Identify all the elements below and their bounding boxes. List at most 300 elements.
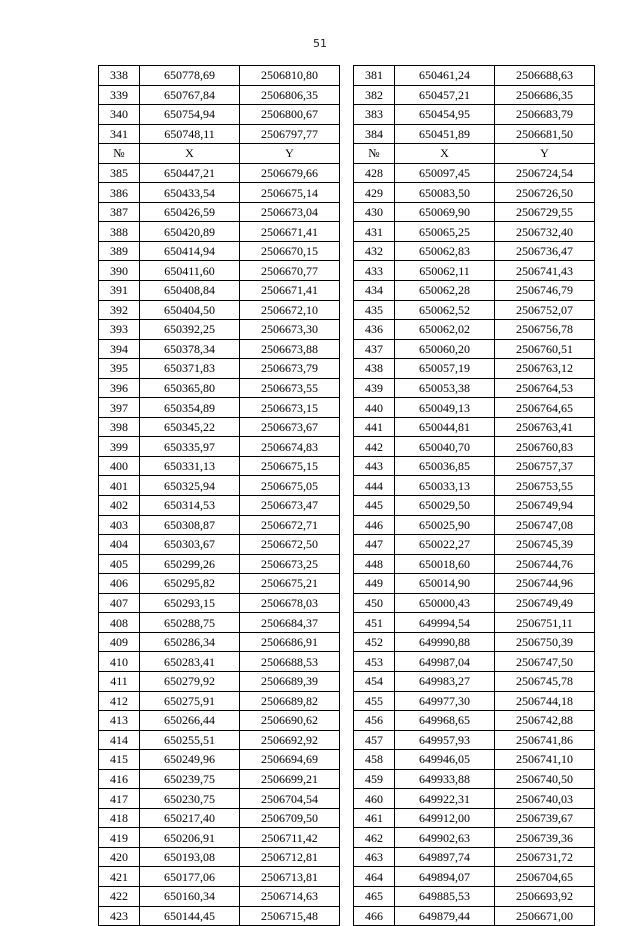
point-number-cell: 442 — [354, 437, 395, 457]
point-number-cell: 429 — [354, 183, 395, 203]
table-row — [99, 222, 595, 242]
y-coordinate-cell: 2506673,04 — [240, 202, 340, 222]
y-coordinate-cell: 2506675,21 — [240, 574, 340, 594]
y-coordinate-cell: 2506712,81 — [240, 847, 340, 867]
y-coordinate-cell: 2506742,88 — [495, 711, 595, 731]
table-row — [99, 476, 595, 496]
y-coordinate-cell: 2506749,94 — [495, 496, 595, 516]
table-row — [99, 593, 595, 613]
point-number-cell: 396 — [99, 378, 140, 398]
x-coordinate-cell: 650160,34 — [140, 886, 240, 906]
point-number-cell: 414 — [99, 730, 140, 750]
y-coordinate-cell: 2506729,55 — [495, 202, 595, 222]
y-coordinate-cell: 2506689,39 — [240, 671, 340, 691]
y-coordinate-cell: 2506673,88 — [240, 339, 340, 359]
y-coordinate-cell: 2506739,36 — [495, 828, 595, 848]
x-coordinate-cell: 650255,51 — [140, 730, 240, 750]
x-coordinate-cell: 650049,13 — [395, 398, 495, 418]
y-coordinate-cell: 2506736,47 — [495, 241, 595, 261]
table-row — [99, 417, 595, 437]
table-row — [99, 437, 595, 457]
x-coordinate-cell: 650426,59 — [140, 202, 240, 222]
point-number-cell: 456 — [354, 711, 395, 731]
point-number-cell: 423 — [99, 906, 140, 926]
header-x-coordinate-cell: X — [395, 144, 495, 164]
x-coordinate-cell: 649902,63 — [395, 828, 495, 848]
x-coordinate-cell: 650408,84 — [140, 281, 240, 301]
y-coordinate-cell: 2506760,83 — [495, 437, 595, 457]
y-coordinate-cell: 2506763,41 — [495, 417, 595, 437]
point-number-cell: 457 — [354, 730, 395, 750]
y-coordinate-cell: 2506806,35 — [240, 85, 340, 105]
x-coordinate-cell: 649987,04 — [395, 652, 495, 672]
table-row — [99, 378, 595, 398]
x-coordinate-cell: 650097,45 — [395, 163, 495, 183]
x-coordinate-cell: 649946,05 — [395, 750, 495, 770]
y-coordinate-cell: 2506749,49 — [495, 593, 595, 613]
x-coordinate-cell: 650461,24 — [395, 66, 495, 86]
y-coordinate-cell: 2506694,69 — [240, 750, 340, 770]
table-row — [99, 535, 595, 555]
point-number-cell: 421 — [99, 867, 140, 887]
point-number-cell: 382 — [354, 85, 395, 105]
y-coordinate-cell: 2506763,12 — [495, 359, 595, 379]
header-row — [99, 144, 595, 164]
point-number-cell: 466 — [354, 906, 395, 926]
point-number-cell: 391 — [99, 281, 140, 301]
point-number-cell: 388 — [99, 222, 140, 242]
point-number-cell: 381 — [354, 66, 395, 86]
x-coordinate-cell: 650062,11 — [395, 261, 495, 281]
column-gap — [340, 281, 354, 301]
x-coordinate-cell: 650767,84 — [140, 85, 240, 105]
x-coordinate-cell: 650308,87 — [140, 515, 240, 535]
x-coordinate-cell: 650420,89 — [140, 222, 240, 242]
x-coordinate-cell: 650065,25 — [395, 222, 495, 242]
point-number-cell: 451 — [354, 613, 395, 633]
x-coordinate-cell: 650144,45 — [140, 906, 240, 926]
column-gap — [340, 476, 354, 496]
y-coordinate-cell: 2506711,42 — [240, 828, 340, 848]
y-coordinate-cell: 2506671,41 — [240, 222, 340, 242]
table-row — [99, 456, 595, 476]
point-number-cell: 444 — [354, 476, 395, 496]
point-number-cell: 384 — [354, 124, 395, 144]
column-gap — [340, 144, 354, 164]
column-gap — [340, 66, 354, 86]
column-gap — [340, 711, 354, 731]
x-coordinate-cell: 649977,30 — [395, 691, 495, 711]
x-coordinate-cell: 650206,91 — [140, 828, 240, 848]
point-number-cell: 422 — [99, 886, 140, 906]
y-coordinate-cell: 2506686,91 — [240, 632, 340, 652]
x-coordinate-cell: 650288,75 — [140, 613, 240, 633]
column-gap — [340, 496, 354, 516]
column-gap — [340, 691, 354, 711]
point-number-cell: 407 — [99, 593, 140, 613]
x-coordinate-cell: 650748,11 — [140, 124, 240, 144]
y-coordinate-cell: 2506709,50 — [240, 808, 340, 828]
x-coordinate-cell: 650266,44 — [140, 711, 240, 731]
column-gap — [340, 222, 354, 242]
y-coordinate-cell: 2506673,67 — [240, 417, 340, 437]
x-coordinate-cell: 650457,21 — [395, 85, 495, 105]
column-gap — [340, 378, 354, 398]
point-number-cell: 418 — [99, 808, 140, 828]
point-number-cell: 434 — [354, 281, 395, 301]
y-coordinate-cell: 2506673,25 — [240, 554, 340, 574]
point-number-cell: 387 — [99, 202, 140, 222]
point-number-cell: 462 — [354, 828, 395, 848]
x-coordinate-cell: 650217,40 — [140, 808, 240, 828]
point-number-cell: 440 — [354, 398, 395, 418]
y-coordinate-cell: 2506693,92 — [495, 886, 595, 906]
point-number-cell: 390 — [99, 261, 140, 281]
y-coordinate-cell: 2506797,77 — [240, 124, 340, 144]
table-row — [99, 906, 595, 926]
x-coordinate-cell: 650754,94 — [140, 105, 240, 125]
table-row — [99, 691, 595, 711]
x-coordinate-cell: 650433,54 — [140, 183, 240, 203]
column-gap — [340, 417, 354, 437]
point-number-cell: 445 — [354, 496, 395, 516]
point-number-cell: 404 — [99, 535, 140, 555]
column-gap — [340, 652, 354, 672]
y-coordinate-cell: 2506673,47 — [240, 496, 340, 516]
point-number-cell: 461 — [354, 808, 395, 828]
y-coordinate-cell: 2506675,05 — [240, 476, 340, 496]
point-number-cell: 402 — [99, 496, 140, 516]
y-coordinate-cell: 2506672,50 — [240, 535, 340, 555]
point-number-cell: 454 — [354, 671, 395, 691]
x-coordinate-cell: 649957,93 — [395, 730, 495, 750]
x-coordinate-cell: 650177,06 — [140, 867, 240, 887]
y-coordinate-cell: 2506741,43 — [495, 261, 595, 281]
y-coordinate-cell: 2506744,96 — [495, 574, 595, 594]
table-row — [99, 359, 595, 379]
y-coordinate-cell: 2506714,63 — [240, 886, 340, 906]
y-coordinate-cell: 2506800,67 — [240, 105, 340, 125]
y-coordinate-cell: 2506686,35 — [495, 85, 595, 105]
point-number-cell: 401 — [99, 476, 140, 496]
x-coordinate-cell: 650033,13 — [395, 476, 495, 496]
x-coordinate-cell: 650293,15 — [140, 593, 240, 613]
y-coordinate-cell: 2506673,55 — [240, 378, 340, 398]
point-number-cell: 383 — [354, 105, 395, 125]
x-coordinate-cell: 649922,31 — [395, 789, 495, 809]
x-coordinate-cell: 650249,96 — [140, 750, 240, 770]
table-row — [99, 85, 595, 105]
point-number-cell: 438 — [354, 359, 395, 379]
point-number-cell: 411 — [99, 671, 140, 691]
y-coordinate-cell: 2506688,53 — [240, 652, 340, 672]
point-number-cell: 405 — [99, 554, 140, 574]
table-row — [99, 847, 595, 867]
point-number-cell: 460 — [354, 789, 395, 809]
y-coordinate-cell: 2506681,50 — [495, 124, 595, 144]
y-coordinate-cell: 2506741,10 — [495, 750, 595, 770]
y-coordinate-cell: 2506675,15 — [240, 456, 340, 476]
point-number-cell: 437 — [354, 339, 395, 359]
table-row — [99, 261, 595, 281]
point-number-cell: 441 — [354, 417, 395, 437]
x-coordinate-cell: 649879,44 — [395, 906, 495, 926]
table-row — [99, 632, 595, 652]
table-row — [99, 515, 595, 535]
table-row — [99, 66, 595, 86]
x-coordinate-cell: 649983,27 — [395, 671, 495, 691]
column-gap — [340, 554, 354, 574]
y-coordinate-cell: 2506671,41 — [240, 281, 340, 301]
y-coordinate-cell: 2506713,81 — [240, 867, 340, 887]
x-coordinate-cell: 650365,80 — [140, 378, 240, 398]
point-number-cell: 458 — [354, 750, 395, 770]
y-coordinate-cell: 2506750,39 — [495, 632, 595, 652]
y-coordinate-cell: 2506753,55 — [495, 476, 595, 496]
y-coordinate-cell: 2506731,72 — [495, 847, 595, 867]
y-coordinate-cell: 2506689,82 — [240, 691, 340, 711]
point-number-cell: 389 — [99, 241, 140, 261]
x-coordinate-cell: 650029,50 — [395, 496, 495, 516]
column-gap — [340, 183, 354, 203]
y-coordinate-cell: 2506756,78 — [495, 320, 595, 340]
column-gap — [340, 906, 354, 926]
point-number-cell: 431 — [354, 222, 395, 242]
y-coordinate-cell: 2506747,50 — [495, 652, 595, 672]
x-coordinate-cell: 649885,53 — [395, 886, 495, 906]
header-x-coordinate-cell: X — [140, 144, 240, 164]
column-gap — [340, 320, 354, 340]
y-coordinate-cell: 2506704,65 — [495, 867, 595, 887]
table-row — [99, 867, 595, 887]
table-row — [99, 496, 595, 516]
x-coordinate-cell: 650014,90 — [395, 574, 495, 594]
column-gap — [340, 574, 354, 594]
y-coordinate-cell: 2506692,92 — [240, 730, 340, 750]
column-gap — [340, 671, 354, 691]
y-coordinate-cell: 2506726,50 — [495, 183, 595, 203]
x-coordinate-cell: 650018,60 — [395, 554, 495, 574]
x-coordinate-cell: 650303,67 — [140, 535, 240, 555]
y-coordinate-cell: 2506760,51 — [495, 339, 595, 359]
column-gap — [340, 105, 354, 125]
x-coordinate-cell: 650378,34 — [140, 339, 240, 359]
x-coordinate-cell: 649894,07 — [395, 867, 495, 887]
x-coordinate-cell: 650295,82 — [140, 574, 240, 594]
y-coordinate-cell: 2506744,18 — [495, 691, 595, 711]
point-number-cell: 439 — [354, 378, 395, 398]
y-coordinate-cell: 2506683,79 — [495, 105, 595, 125]
y-coordinate-cell: 2506673,30 — [240, 320, 340, 340]
y-coordinate-cell: 2506757,37 — [495, 456, 595, 476]
table-row — [99, 241, 595, 261]
point-number-cell: 446 — [354, 515, 395, 535]
point-number-cell: 386 — [99, 183, 140, 203]
table-row — [99, 828, 595, 848]
table-row — [99, 398, 595, 418]
x-coordinate-cell: 650062,83 — [395, 241, 495, 261]
point-number-cell: 338 — [99, 66, 140, 86]
point-number-cell: 410 — [99, 652, 140, 672]
point-number-cell: 416 — [99, 769, 140, 789]
point-number-cell: 398 — [99, 417, 140, 437]
y-coordinate-cell: 2506739,67 — [495, 808, 595, 828]
y-coordinate-cell: 2506732,40 — [495, 222, 595, 242]
point-number-cell: 452 — [354, 632, 395, 652]
y-coordinate-cell: 2506688,63 — [495, 66, 595, 86]
y-coordinate-cell: 2506673,15 — [240, 398, 340, 418]
x-coordinate-cell: 650454,95 — [395, 105, 495, 125]
x-coordinate-cell: 649968,65 — [395, 711, 495, 731]
y-coordinate-cell: 2506684,37 — [240, 613, 340, 633]
column-gap — [340, 85, 354, 105]
table-row — [99, 163, 595, 183]
point-number-cell: 393 — [99, 320, 140, 340]
table-row — [99, 320, 595, 340]
y-coordinate-cell: 2506672,71 — [240, 515, 340, 535]
point-number-cell: 408 — [99, 613, 140, 633]
y-coordinate-cell: 2506810,80 — [240, 66, 340, 86]
y-coordinate-cell: 2506746,79 — [495, 281, 595, 301]
y-coordinate-cell: 2506671,00 — [495, 906, 595, 926]
y-coordinate-cell: 2506724,54 — [495, 163, 595, 183]
x-coordinate-cell: 650778,69 — [140, 66, 240, 86]
x-coordinate-cell: 650062,02 — [395, 320, 495, 340]
point-number-cell: 412 — [99, 691, 140, 711]
x-coordinate-cell: 650411,60 — [140, 261, 240, 281]
x-coordinate-cell: 650331,13 — [140, 456, 240, 476]
column-gap — [340, 202, 354, 222]
table-row — [99, 789, 595, 809]
table-row — [99, 613, 595, 633]
point-number-cell: 430 — [354, 202, 395, 222]
column-gap — [340, 359, 354, 379]
column-gap — [340, 808, 354, 828]
x-coordinate-cell: 650036,85 — [395, 456, 495, 476]
x-coordinate-cell: 650279,92 — [140, 671, 240, 691]
x-coordinate-cell: 650053,38 — [395, 378, 495, 398]
header-point-number-cell: № — [354, 144, 395, 164]
column-gap — [340, 300, 354, 320]
y-coordinate-cell: 2506679,66 — [240, 163, 340, 183]
page-number: 51 — [313, 37, 327, 50]
column-gap — [340, 339, 354, 359]
column-gap — [340, 398, 354, 418]
column-gap — [340, 632, 354, 652]
point-number-cell: 443 — [354, 456, 395, 476]
column-gap — [340, 730, 354, 750]
point-number-cell: 419 — [99, 828, 140, 848]
point-number-cell: 449 — [354, 574, 395, 594]
x-coordinate-cell: 650057,19 — [395, 359, 495, 379]
y-coordinate-cell: 2506674,83 — [240, 437, 340, 457]
point-number-cell: 433 — [354, 261, 395, 281]
column-gap — [340, 789, 354, 809]
table-row — [99, 711, 595, 731]
table-row — [99, 769, 595, 789]
point-number-cell: 447 — [354, 535, 395, 555]
table-row — [99, 183, 595, 203]
x-coordinate-cell: 650371,83 — [140, 359, 240, 379]
point-number-cell: 453 — [354, 652, 395, 672]
point-number-cell: 432 — [354, 241, 395, 261]
table-row — [99, 124, 595, 144]
column-gap — [340, 535, 354, 555]
column-gap — [340, 437, 354, 457]
point-number-cell: 428 — [354, 163, 395, 183]
column-gap — [340, 769, 354, 789]
point-number-cell: 395 — [99, 359, 140, 379]
y-coordinate-cell: 2506764,53 — [495, 378, 595, 398]
x-coordinate-cell: 650000,43 — [395, 593, 495, 613]
table-row — [99, 886, 595, 906]
y-coordinate-cell: 2506670,77 — [240, 261, 340, 281]
column-gap — [340, 515, 354, 535]
point-number-cell: 339 — [99, 85, 140, 105]
x-coordinate-cell: 650022,27 — [395, 535, 495, 555]
column-gap — [340, 593, 354, 613]
table-row — [99, 105, 595, 125]
x-coordinate-cell: 650275,91 — [140, 691, 240, 711]
table-row — [99, 300, 595, 320]
column-gap — [340, 261, 354, 281]
point-number-cell: 435 — [354, 300, 395, 320]
column-gap — [340, 613, 354, 633]
point-number-cell: 455 — [354, 691, 395, 711]
table-row — [99, 554, 595, 574]
x-coordinate-cell: 650299,26 — [140, 554, 240, 574]
point-number-cell: 399 — [99, 437, 140, 457]
x-coordinate-cell: 650354,89 — [140, 398, 240, 418]
point-number-cell: 341 — [99, 124, 140, 144]
point-number-cell: 392 — [99, 300, 140, 320]
header-point-number-cell: № — [99, 144, 140, 164]
table-row — [99, 750, 595, 770]
column-gap — [340, 163, 354, 183]
y-coordinate-cell: 2506678,03 — [240, 593, 340, 613]
x-coordinate-cell: 650392,25 — [140, 320, 240, 340]
point-number-cell: 464 — [354, 867, 395, 887]
x-coordinate-cell: 650044,81 — [395, 417, 495, 437]
x-coordinate-cell: 650230,75 — [140, 789, 240, 809]
y-coordinate-cell: 2506744,76 — [495, 554, 595, 574]
x-coordinate-cell: 649994,54 — [395, 613, 495, 633]
point-number-cell: 436 — [354, 320, 395, 340]
point-number-cell: 459 — [354, 769, 395, 789]
x-coordinate-cell: 650404,50 — [140, 300, 240, 320]
point-number-cell: 394 — [99, 339, 140, 359]
point-number-cell: 400 — [99, 456, 140, 476]
y-coordinate-cell: 2506675,14 — [240, 183, 340, 203]
x-coordinate-cell: 650062,52 — [395, 300, 495, 320]
table-row — [99, 808, 595, 828]
table-row — [99, 281, 595, 301]
y-coordinate-cell: 2506740,03 — [495, 789, 595, 809]
table-row — [99, 652, 595, 672]
point-number-cell: 385 — [99, 163, 140, 183]
x-coordinate-cell: 650083,50 — [395, 183, 495, 203]
y-coordinate-cell: 2506690,62 — [240, 711, 340, 731]
table-row — [99, 730, 595, 750]
x-coordinate-cell: 650060,20 — [395, 339, 495, 359]
x-coordinate-cell: 650314,53 — [140, 496, 240, 516]
point-number-cell: 415 — [99, 750, 140, 770]
x-coordinate-cell: 650062,28 — [395, 281, 495, 301]
x-coordinate-cell: 650447,21 — [140, 163, 240, 183]
point-number-cell: 450 — [354, 593, 395, 613]
point-number-cell: 465 — [354, 886, 395, 906]
y-coordinate-cell: 2506745,78 — [495, 671, 595, 691]
